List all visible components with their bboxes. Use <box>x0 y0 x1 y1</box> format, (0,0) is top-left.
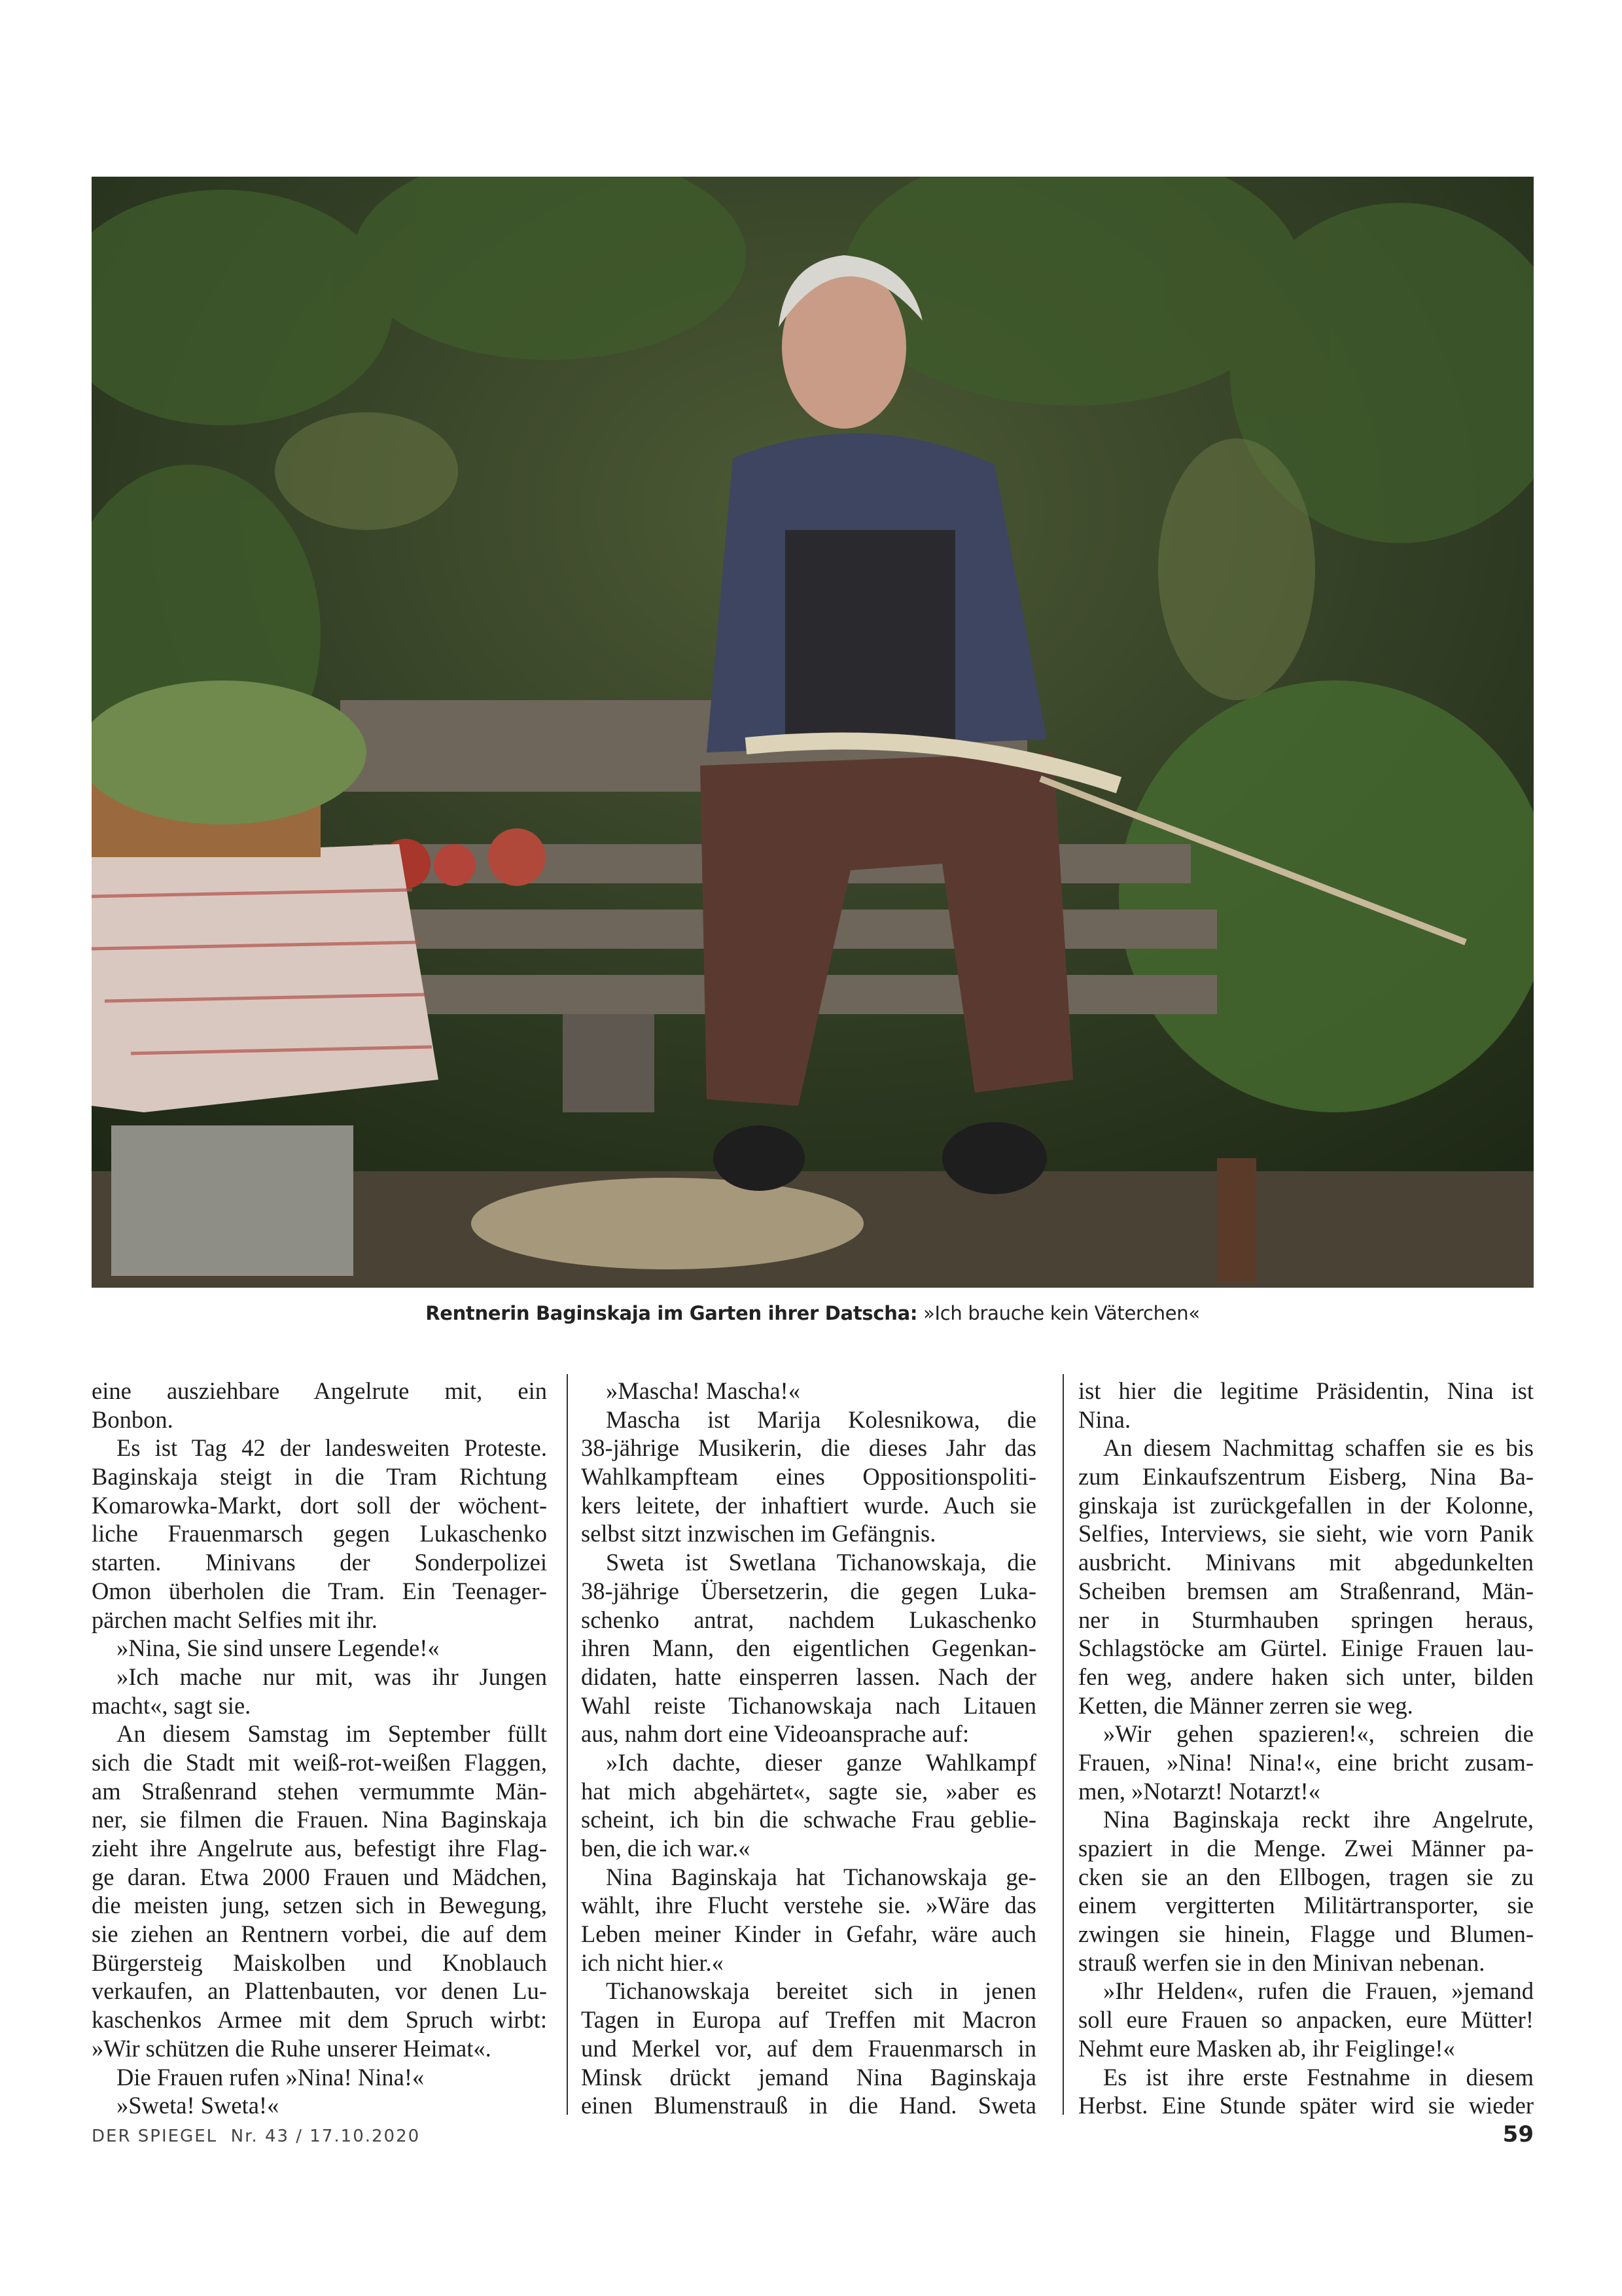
article-column-2 <box>581 1377 1036 2120</box>
text-line: die meisten jung, setzen sich in Bewegung, <box>92 1892 547 1919</box>
text-line: wählt, ihre Flucht verstehe sie. »Wäre das <box>581 1892 1036 1919</box>
article-column-3 <box>1078 1377 1534 2120</box>
text-line: »Ihr Helden«, rufen die Frauen, »jemand <box>1103 1977 1534 2005</box>
text-line: Leben meiner Kinder in Gefahr, wäre auch <box>581 1920 1036 1948</box>
text-line: Die Frauen rufen »Nina! Nina!« <box>116 2063 425 2091</box>
text-line: An diesem Samstag im September füllt <box>116 1720 547 1748</box>
text-line: ner, sie filmen die Frauen. Nina Baginskaja <box>92 1806 547 1833</box>
footer-publication <box>92 2127 420 2146</box>
text-line: Schlagstöcke am Gürtel. Einige Frauen lau- <box>1078 1634 1534 1662</box>
text-line: am Straßenrand stehen vermummte Män- <box>92 1777 547 1805</box>
text-line: Ketten, die Männer zerren sie weg. <box>1078 1691 1413 1719</box>
text-line: zwingen sie hinein, Flagge und Blumen- <box>1078 1920 1534 1948</box>
text-line: Sweta ist Swetlana Tichanowskaja, die <box>606 1549 1036 1576</box>
text-line: didaten, hatte einsperren lassen. Nach der <box>581 1663 1036 1690</box>
text-line: einem vergitterten Militärtransporter, sie <box>1078 1892 1534 1919</box>
text-line: liche Frauenmarsch gegen Lukaschenko <box>92 1520 547 1547</box>
text-line: Nehmt eure Masken ab, ihr Feiglinge!« <box>1078 2034 1455 2062</box>
text-line: »Ich dachte, dieser ganze Wahlkampf <box>606 1748 1036 1776</box>
text-line: zum Einkaufszentrum Eisberg, Nina Ba- <box>1078 1463 1534 1491</box>
text-line: hat mich abgehärtet«, sagte sie, »aber es <box>581 1777 1036 1805</box>
caption-bold: Rentnerin Baginskaja im Garten ihrer Datscha: <box>425 1302 918 1324</box>
text-line: Omon überholen die Tram. Ein Teenager- <box>92 1577 547 1604</box>
text-line: Mascha ist Marija Kolesnikowa, die <box>606 1405 1036 1433</box>
text-line: verkaufen, an Plattenbauten, vor denen Lu- <box>92 1977 547 2005</box>
text-line: pärchen macht Selfies mit ihr. <box>92 1606 378 1633</box>
text-line: starten. Minivans der Sonderpolizei <box>92 1549 547 1576</box>
text-line: Herbst. Eine Stunde später wird sie wieder <box>1078 2092 1534 2119</box>
text-line: Komarowka-Markt, dort soll der wöchent- <box>92 1491 547 1519</box>
text-line: kers leitete, der inhaftiert wurde. Auch sie <box>581 1491 1036 1519</box>
text-line: Tichanowskaja bereitet sich in jenen <box>606 1977 1036 2005</box>
text-line: »Ich mache nur mit, was ihr Jungen <box>116 1663 547 1690</box>
text-line: Frauen, »Nina! Nina!«, eine bricht zusam- <box>1078 1748 1534 1776</box>
text-line: Minsk drückt jemand Nina Baginskaja <box>581 2063 1036 2091</box>
text-line: spaziert in die Menge. Zwei Männer pa- <box>1078 1835 1534 1862</box>
article-photo <box>92 177 1534 1288</box>
text-line: soll eure Frauen so anpacken, eure Mütter! <box>1078 2006 1534 2034</box>
text-line: sie ziehen an Rentnern vorbei, die auf dem <box>92 1920 547 1948</box>
issue-info: Nr. 43 / 17.10.2020 <box>230 2127 421 2146</box>
text-line: aus, nahm dort eine Videoansprache auf: <box>581 1720 970 1748</box>
text-line: Wahl reiste Tichanowskaja nach Litauen <box>581 1691 1036 1719</box>
text-line: cken sie an den Ellbogen, tragen sie zu <box>1078 1863 1534 1890</box>
text-line: Bonbon. <box>92 1405 173 1433</box>
text-line: und Merkel vor, auf dem Frauenmarsch in <box>581 2034 1036 2062</box>
text-line: ge daran. Etwa 2000 Frauen und Mädchen, <box>92 1863 547 1890</box>
text-line: macht«, sagt sie. <box>92 1691 251 1719</box>
text-line: men, »Notarzt! Notarzt!« <box>1078 1777 1320 1805</box>
text-line: kaschenkos Armee mit dem Spruch wirbt: <box>92 2006 547 2034</box>
column-divider <box>1063 1374 1064 2115</box>
article-column-1 <box>92 1377 547 2120</box>
caption-quote: »Ich brauche kein Väterchen« <box>917 1302 1200 1324</box>
text-line: zieht ihre Angelrute aus, befestigt ihre Flag- <box>92 1835 547 1862</box>
text-line: ihren Mann, den eigentlichen Gegenkan- <box>581 1634 1036 1662</box>
text-line: Scheiben bremsen am Straßenrand, Män- <box>1078 1577 1534 1604</box>
text-line: 38-jährige Übersetzerin, die gegen Luka- <box>581 1577 1036 1604</box>
text-line: schenko antrat, nachdem Lukaschenko <box>581 1606 1036 1633</box>
text-line: Bürgersteig Maiskolben und Knoblauch <box>92 1949 547 1976</box>
text-line: eine ausziehbare Angelrute mit, ein <box>92 1377 547 1404</box>
text-line: Selfies, Interviews, sie sieht, wie vorn Panik <box>1078 1520 1534 1547</box>
garden-portrait-image <box>92 177 1534 1288</box>
text-line: sich die Stadt mit weiß-rot-weißen Flaggen, <box>92 1748 547 1776</box>
text-line: ner in Sturmhauben springen heraus, <box>1078 1606 1534 1633</box>
text-line: ginskaja ist zurückgefallen in der Kolonne, <box>1078 1491 1534 1519</box>
text-line: fen weg, andere haken sich unter, bilden <box>1078 1663 1534 1690</box>
text-line: Baginskaja steigt in die Tram Richtung <box>92 1463 547 1491</box>
text-line: ben, die ich war.« <box>581 1835 750 1862</box>
page-number: 59 <box>1502 2121 1534 2147</box>
text-line: strauß werfen sie in den Minivan nebenan. <box>1078 1949 1485 1976</box>
text-line: »Mascha! Mascha!« <box>606 1377 800 1404</box>
text-line: Wahlkampfteam eines Oppositionspoliti- <box>581 1463 1036 1491</box>
text-line: ich nicht hier.« <box>581 1949 724 1976</box>
text-line: Tagen in Europa auf Treffen mit Macron <box>581 2006 1036 2034</box>
text-line: ist hier die legitime Präsidentin, Nina ist <box>1078 1377 1534 1404</box>
text-line: »Wir gehen spazieren!«, schreien die <box>1103 1720 1534 1748</box>
text-line: 38-jährige Musikerin, die dieses Jahr das <box>581 1434 1036 1462</box>
text-line: An diesem Nachmittag schaffen sie es bis <box>1103 1434 1534 1462</box>
text-line: Es ist ihre erste Festnahme in diesem <box>1103 2063 1534 2091</box>
text-line: ausbricht. Minivans mit abgedunkelten <box>1078 1549 1534 1576</box>
text-line: Es ist Tag 42 der landesweiten Proteste. <box>116 1434 547 1462</box>
magazine-name: DER SPIEGEL <box>92 2127 218 2146</box>
column-divider <box>567 1374 568 2115</box>
text-line: »Wir schützen die Ruhe unserer Heimat«. <box>92 2034 491 2062</box>
text-line: Nina Baginskaja hat Tichanowskaja ge- <box>606 1863 1036 1890</box>
photo-caption <box>92 1302 1534 1324</box>
text-line: »Nina, Sie sind unsere Legende!« <box>116 1634 440 1662</box>
text-line: scheint, ich bin die schwache Frau geblie- <box>581 1806 1036 1833</box>
text-line: selbst sitzt inzwischen im Gefängnis. <box>581 1520 936 1547</box>
text-line: Nina. <box>1078 1405 1131 1433</box>
text-line: Nina Baginskaja reckt ihre Angelrute, <box>1103 1806 1534 1833</box>
text-line: »Sweta! Sweta!« <box>116 2092 279 2119</box>
text-line: einen Blumenstrauß in die Hand. Sweta <box>581 2092 1036 2119</box>
